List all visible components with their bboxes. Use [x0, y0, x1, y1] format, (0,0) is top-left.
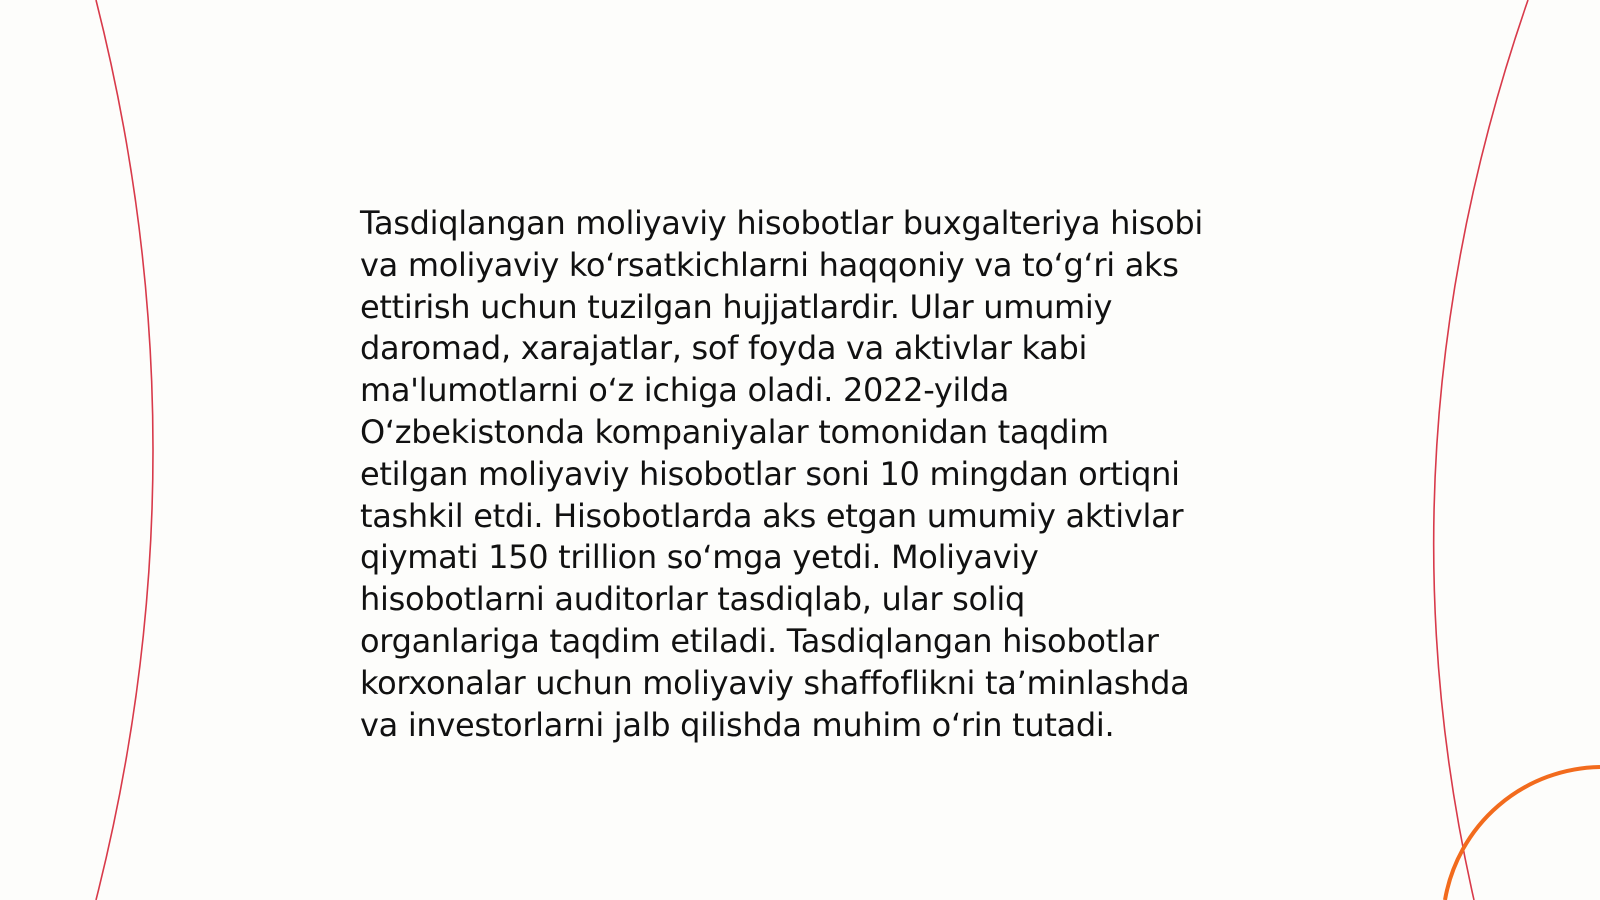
- left-curve-line: [96, 0, 153, 900]
- paragraph-line: etilgan moliyaviy hisobotlar soni 10 mingdan ortiqni: [360, 454, 1180, 493]
- paragraph-line: organlariga taqdim etiladi. Tasdiqlangan hisobotlar: [360, 621, 1159, 660]
- body-paragraph: [360, 203, 1240, 746]
- paragraph-line: daromad, xarajatlar, sof foyda va aktivlar kabi: [360, 329, 1088, 368]
- paragraph-line: tashkil etdi. Hisobotlarda aks etgan umumiy aktivlar: [360, 496, 1184, 535]
- paragraph-line: Tasdiqlangan moliyaviy hisobotlar buxgalteriya hisobi: [360, 204, 1203, 242]
- paragraph-line: qiymati 150 trillion soʻmga yetdi. Moliyaviy: [360, 538, 1039, 577]
- paragraph-line: va investorlarni jalb qilishda muhim oʻrin tutadi.: [360, 705, 1115, 744]
- paragraph-line: ma'lumotlarni oʻz ichiga oladi. 2022-yilda: [360, 371, 1010, 410]
- paragraph-line: hisobotlarni auditorlar tasdiqlab, ular soliq: [360, 580, 1025, 619]
- paragraph-line: ettirish uchun tuzilgan hujjatlardir. Ular umumiy: [360, 287, 1113, 326]
- paragraph-line: Oʻzbekistonda kompaniyalar tomonidan taqdim: [360, 412, 1109, 451]
- right-curve-line: [1434, 0, 1528, 900]
- accent-arc: [1445, 767, 1600, 900]
- paragraph-line: korxonalar uchun moliyaviy shaffoflikni taʼminlashda: [360, 663, 1190, 702]
- paragraph-line: va moliyaviy koʻrsatkichlarni haqqoniy va toʻgʻri aks: [360, 245, 1179, 284]
